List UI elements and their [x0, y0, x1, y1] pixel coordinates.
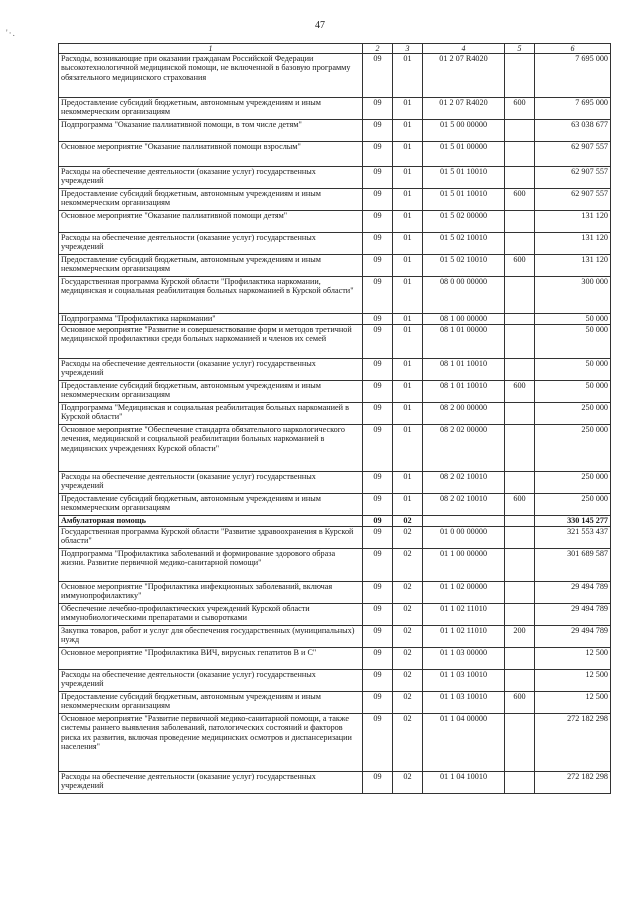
row-section: 09	[363, 670, 393, 692]
row-name: Расходы на обеспечение деятельности (оказание услуг) государственных учреждений	[59, 670, 363, 692]
table-row	[59, 403, 611, 425]
table-row	[59, 425, 611, 472]
table-header-row	[59, 44, 611, 54]
row-name: Основное мероприятие "Оказание паллиативной помощи детям"	[59, 211, 363, 233]
table-row	[59, 211, 611, 233]
row-amount: 50 000	[535, 314, 611, 325]
row-subsection: 01	[393, 494, 423, 516]
table-row	[59, 381, 611, 403]
table-row	[59, 549, 611, 582]
row-section: 09	[363, 314, 393, 325]
row-subsection: 02	[393, 549, 423, 582]
row-amount: 131 120	[535, 233, 611, 255]
row-subsection: 02	[393, 582, 423, 604]
row-name: Подпрограмма "Медицинская и социальная реабилитация больных наркоманией в Курской области"	[59, 403, 363, 425]
row-name: Основное мероприятие "Оказание паллиативной помощи взрослым"	[59, 142, 363, 167]
page-number: 47	[315, 20, 325, 31]
row-section: 09	[363, 277, 393, 314]
scan-mark: '·.	[6, 28, 16, 38]
row-section: 09	[363, 425, 393, 472]
table-row	[59, 714, 611, 772]
row-section: 09	[363, 648, 393, 670]
row-name: Основное мероприятие "Развитие первичной медико-санитарной помощи, а также системы раннего выявления заболеваний, патологических состояний и факторов риска их развития, включая проведение медицинских осмотров и диспансеризации населения"	[59, 714, 363, 772]
row-target-article	[423, 516, 505, 527]
row-expense-type	[505, 516, 535, 527]
row-target-article: 01 1 02 11010	[423, 626, 505, 648]
row-target-article: 01 1 04 00000	[423, 714, 505, 772]
row-expense-type	[505, 549, 535, 582]
row-amount: 50 000	[535, 381, 611, 403]
table-row	[59, 626, 611, 648]
row-amount: 272 182 298	[535, 714, 611, 772]
row-name: Предоставление субсидий бюджетным, автономным учреждениям и иным некоммерческим организациям	[59, 494, 363, 516]
row-name: Расходы на обеспечение деятельности (оказание услуг) государственных учреждений	[59, 359, 363, 381]
row-name: Расходы на обеспечение деятельности (оказание услуг) государственных учреждений	[59, 772, 363, 794]
row-target-article: 01 1 04 10010	[423, 772, 505, 794]
header-col-amount: 6	[535, 44, 611, 54]
header-col-expense-type: 5	[505, 44, 535, 54]
table-row	[59, 189, 611, 211]
row-subsection: 02	[393, 772, 423, 794]
row-name: Предоставление субсидий бюджетным, автономным учреждениям и иным некоммерческим организациям	[59, 692, 363, 714]
row-section: 09	[363, 626, 393, 648]
row-name: Обеспечение лечебно-профилактических учреждений Курской области иммунобиологическими препаратами и сыворотками	[59, 604, 363, 626]
row-name: Закупка товаров, работ и услуг для обеспечения государственных (муниципальных) нужд	[59, 626, 363, 648]
table-row	[59, 255, 611, 277]
row-subsection: 02	[393, 692, 423, 714]
header-col-subsection: 3	[393, 44, 423, 54]
row-subsection: 01	[393, 233, 423, 255]
row-amount: 250 000	[535, 472, 611, 494]
row-target-article: 08 1 01 10010	[423, 359, 505, 381]
row-subsection: 02	[393, 714, 423, 772]
row-target-article: 08 1 01 10010	[423, 381, 505, 403]
row-subsection: 01	[393, 255, 423, 277]
row-expense-type	[505, 714, 535, 772]
table-row	[59, 142, 611, 167]
row-name: Предоставление субсидий бюджетным, автономным учреждениям и иным некоммерческим организациям	[59, 381, 363, 403]
row-expense-type	[505, 54, 535, 98]
row-subsection: 02	[393, 604, 423, 626]
row-subsection: 02	[393, 527, 423, 549]
row-section: 09	[363, 494, 393, 516]
row-amount: 29 494 789	[535, 604, 611, 626]
row-amount: 12 500	[535, 692, 611, 714]
row-target-article: 01 0 00 00000	[423, 527, 505, 549]
row-amount: 12 500	[535, 648, 611, 670]
row-name: Основное мероприятие "Профилактика ВИЧ, вирусных гепатитов В и С"	[59, 648, 363, 670]
row-section: 09	[363, 189, 393, 211]
table-row	[59, 120, 611, 142]
row-subsection: 01	[393, 425, 423, 472]
table-row	[59, 233, 611, 255]
row-expense-type	[505, 233, 535, 255]
row-amount: 321 553 437	[535, 527, 611, 549]
row-expense-type: 600	[505, 189, 535, 211]
row-subsection: 01	[393, 167, 423, 189]
row-expense-type	[505, 142, 535, 167]
row-subsection: 01	[393, 381, 423, 403]
row-target-article: 08 1 00 00000	[423, 314, 505, 325]
row-expense-type	[505, 527, 535, 549]
row-section: 09	[363, 98, 393, 120]
row-amount: 300 000	[535, 277, 611, 314]
row-amount: 131 120	[535, 211, 611, 233]
table-row	[59, 527, 611, 549]
row-amount: 62 907 557	[535, 189, 611, 211]
row-expense-type	[505, 277, 535, 314]
row-name: Основное мероприятие "Развитие и совершенствование форм и методов третичной медицинской профилактики среди больных наркоманией и членов их семей	[59, 325, 363, 359]
table-row	[59, 648, 611, 670]
row-name: Расходы на обеспечение деятельности (оказание услуг) государственных учреждений	[59, 167, 363, 189]
row-expense-type	[505, 211, 535, 233]
row-expense-type: 200	[505, 626, 535, 648]
row-expense-type	[505, 670, 535, 692]
table-row	[59, 98, 611, 120]
row-section: 09	[363, 527, 393, 549]
row-target-article: 01 5 00 00000	[423, 120, 505, 142]
row-amount: 50 000	[535, 359, 611, 381]
row-amount: 330 145 277	[535, 516, 611, 527]
row-subsection: 01	[393, 325, 423, 359]
row-section: 09	[363, 120, 393, 142]
row-expense-type: 600	[505, 98, 535, 120]
row-subsection: 01	[393, 98, 423, 120]
header-col-section: 2	[363, 44, 393, 54]
row-target-article: 01 5 02 10010	[423, 255, 505, 277]
row-amount: 50 000	[535, 325, 611, 359]
row-subsection: 01	[393, 403, 423, 425]
row-amount: 272 182 298	[535, 772, 611, 794]
row-expense-type	[505, 120, 535, 142]
row-target-article: 01 5 01 10010	[423, 167, 505, 189]
row-name: Основное мероприятие "Профилактика инфекционных заболеваний, включая иммунопрофилактику"	[59, 582, 363, 604]
row-amount: 250 000	[535, 403, 611, 425]
table-row	[59, 692, 611, 714]
row-target-article: 01 5 02 00000	[423, 211, 505, 233]
row-expense-type	[505, 604, 535, 626]
row-target-article: 01 2 07 R4020	[423, 54, 505, 98]
table-row	[59, 277, 611, 314]
row-amount: 131 120	[535, 255, 611, 277]
row-subsection: 01	[393, 142, 423, 167]
row-expense-type	[505, 648, 535, 670]
row-expense-type	[505, 472, 535, 494]
row-target-article: 08 2 02 10010	[423, 472, 505, 494]
row-target-article: 08 2 02 00000	[423, 425, 505, 472]
row-expense-type: 600	[505, 692, 535, 714]
table-row	[59, 472, 611, 494]
row-name: Государственная программа Курской области "Развитие здравоохранения в Курской области"	[59, 527, 363, 549]
row-section: 09	[363, 772, 393, 794]
table-row	[59, 772, 611, 794]
row-target-article: 08 2 02 10010	[423, 494, 505, 516]
row-amount: 7 695 000	[535, 54, 611, 98]
row-name: Государственная программа Курской области "Профилактика наркомании, медицинская и социальная реабилитация больных наркоманией в Курской области"	[59, 277, 363, 314]
row-amount: 301 689 587	[535, 549, 611, 582]
row-target-article: 01 1 00 00000	[423, 549, 505, 582]
row-section: 09	[363, 516, 393, 527]
row-amount: 250 000	[535, 494, 611, 516]
row-amount: 7 695 000	[535, 98, 611, 120]
row-target-article: 08 2 00 00000	[423, 403, 505, 425]
row-section: 09	[363, 549, 393, 582]
row-expense-type	[505, 403, 535, 425]
table-row	[59, 516, 611, 527]
row-target-article: 08 1 01 00000	[423, 325, 505, 359]
row-name: Предоставление субсидий бюджетным, автономным учреждениям и иным некоммерческим организациям	[59, 189, 363, 211]
row-name: Амбулаторная помощь	[59, 516, 363, 527]
table-row	[59, 167, 611, 189]
row-name: Подпрограмма "Профилактика заболеваний и формирование здорового образа жизни. Развитие первичной медико-санитарной помощи"	[59, 549, 363, 582]
row-subsection: 02	[393, 626, 423, 648]
row-section: 09	[363, 54, 393, 98]
row-target-article: 01 5 02 10010	[423, 233, 505, 255]
row-expense-type	[505, 425, 535, 472]
row-section: 09	[363, 381, 393, 403]
row-subsection: 01	[393, 277, 423, 314]
table-row	[59, 604, 611, 626]
row-section: 09	[363, 233, 393, 255]
row-name: Расходы на обеспечение деятельности (оказание услуг) государственных учреждений	[59, 472, 363, 494]
row-expense-type: 600	[505, 255, 535, 277]
row-amount: 29 494 789	[535, 582, 611, 604]
table-row	[59, 325, 611, 359]
table-row	[59, 494, 611, 516]
row-amount: 250 000	[535, 425, 611, 472]
row-target-article: 01 2 07 R4020	[423, 98, 505, 120]
table-row	[59, 314, 611, 325]
row-target-article: 01 1 03 10010	[423, 670, 505, 692]
row-subsection: 02	[393, 516, 423, 527]
row-expense-type	[505, 359, 535, 381]
row-expense-type	[505, 772, 535, 794]
row-section: 09	[363, 714, 393, 772]
row-name: Подпрограмма "Оказание паллиативной помощи, в том числе детям"	[59, 120, 363, 142]
row-expense-type	[505, 314, 535, 325]
row-expense-type	[505, 582, 535, 604]
table-row	[59, 54, 611, 98]
table-row	[59, 359, 611, 381]
row-expense-type: 600	[505, 494, 535, 516]
row-subsection: 01	[393, 211, 423, 233]
row-section: 09	[363, 472, 393, 494]
row-name: Подпрограмма "Профилактика наркомании"	[59, 314, 363, 325]
row-section: 09	[363, 255, 393, 277]
row-target-article: 01 5 01 10010	[423, 189, 505, 211]
row-subsection: 01	[393, 189, 423, 211]
row-subsection: 02	[393, 670, 423, 692]
row-amount: 29 494 789	[535, 626, 611, 648]
row-name: Основное мероприятие "Обеспечение стандарта обязательного наркологического лечения, медицинской и социальной реабилитации больных наркоманией в медицинских учреждениях Курской области"	[59, 425, 363, 472]
row-section: 09	[363, 692, 393, 714]
row-target-article: 01 1 02 11010	[423, 604, 505, 626]
row-name: Расходы, возникающие при оказании гражданам Российской Федерации высокотехнологичной медицинской помощи, не включенной в базовую программу обязательного медицинского страхования	[59, 54, 363, 98]
row-target-article: 01 1 03 10010	[423, 692, 505, 714]
header-col-name: 1	[59, 44, 363, 54]
row-amount: 62 907 557	[535, 167, 611, 189]
row-target-article: 08 0 00 00000	[423, 277, 505, 314]
row-name: Предоставление субсидий бюджетным, автономным учреждениям и иным некоммерческим организациям	[59, 255, 363, 277]
row-subsection: 01	[393, 472, 423, 494]
table-row	[59, 582, 611, 604]
row-subsection: 01	[393, 120, 423, 142]
row-expense-type	[505, 325, 535, 359]
row-target-article: 01 1 02 00000	[423, 582, 505, 604]
row-amount: 12 500	[535, 670, 611, 692]
row-expense-type	[505, 167, 535, 189]
row-subsection: 01	[393, 314, 423, 325]
row-section: 09	[363, 142, 393, 167]
row-subsection: 01	[393, 359, 423, 381]
row-subsection: 01	[393, 54, 423, 98]
row-section: 09	[363, 359, 393, 381]
budget-table	[58, 43, 611, 794]
table-row	[59, 670, 611, 692]
row-target-article: 01 1 03 00000	[423, 648, 505, 670]
row-target-article: 01 5 01 00000	[423, 142, 505, 167]
header-col-target-article: 4	[423, 44, 505, 54]
row-section: 09	[363, 582, 393, 604]
row-amount: 63 038 677	[535, 120, 611, 142]
row-section: 09	[363, 325, 393, 359]
row-section: 09	[363, 167, 393, 189]
row-name: Расходы на обеспечение деятельности (оказание услуг) государственных учреждений	[59, 233, 363, 255]
row-name: Предоставление субсидий бюджетным, автономным учреждениям и иным некоммерческим организациям	[59, 98, 363, 120]
row-section: 09	[363, 604, 393, 626]
row-expense-type: 600	[505, 381, 535, 403]
row-section: 09	[363, 403, 393, 425]
row-subsection: 02	[393, 648, 423, 670]
row-amount: 62 907 557	[535, 142, 611, 167]
row-section: 09	[363, 211, 393, 233]
